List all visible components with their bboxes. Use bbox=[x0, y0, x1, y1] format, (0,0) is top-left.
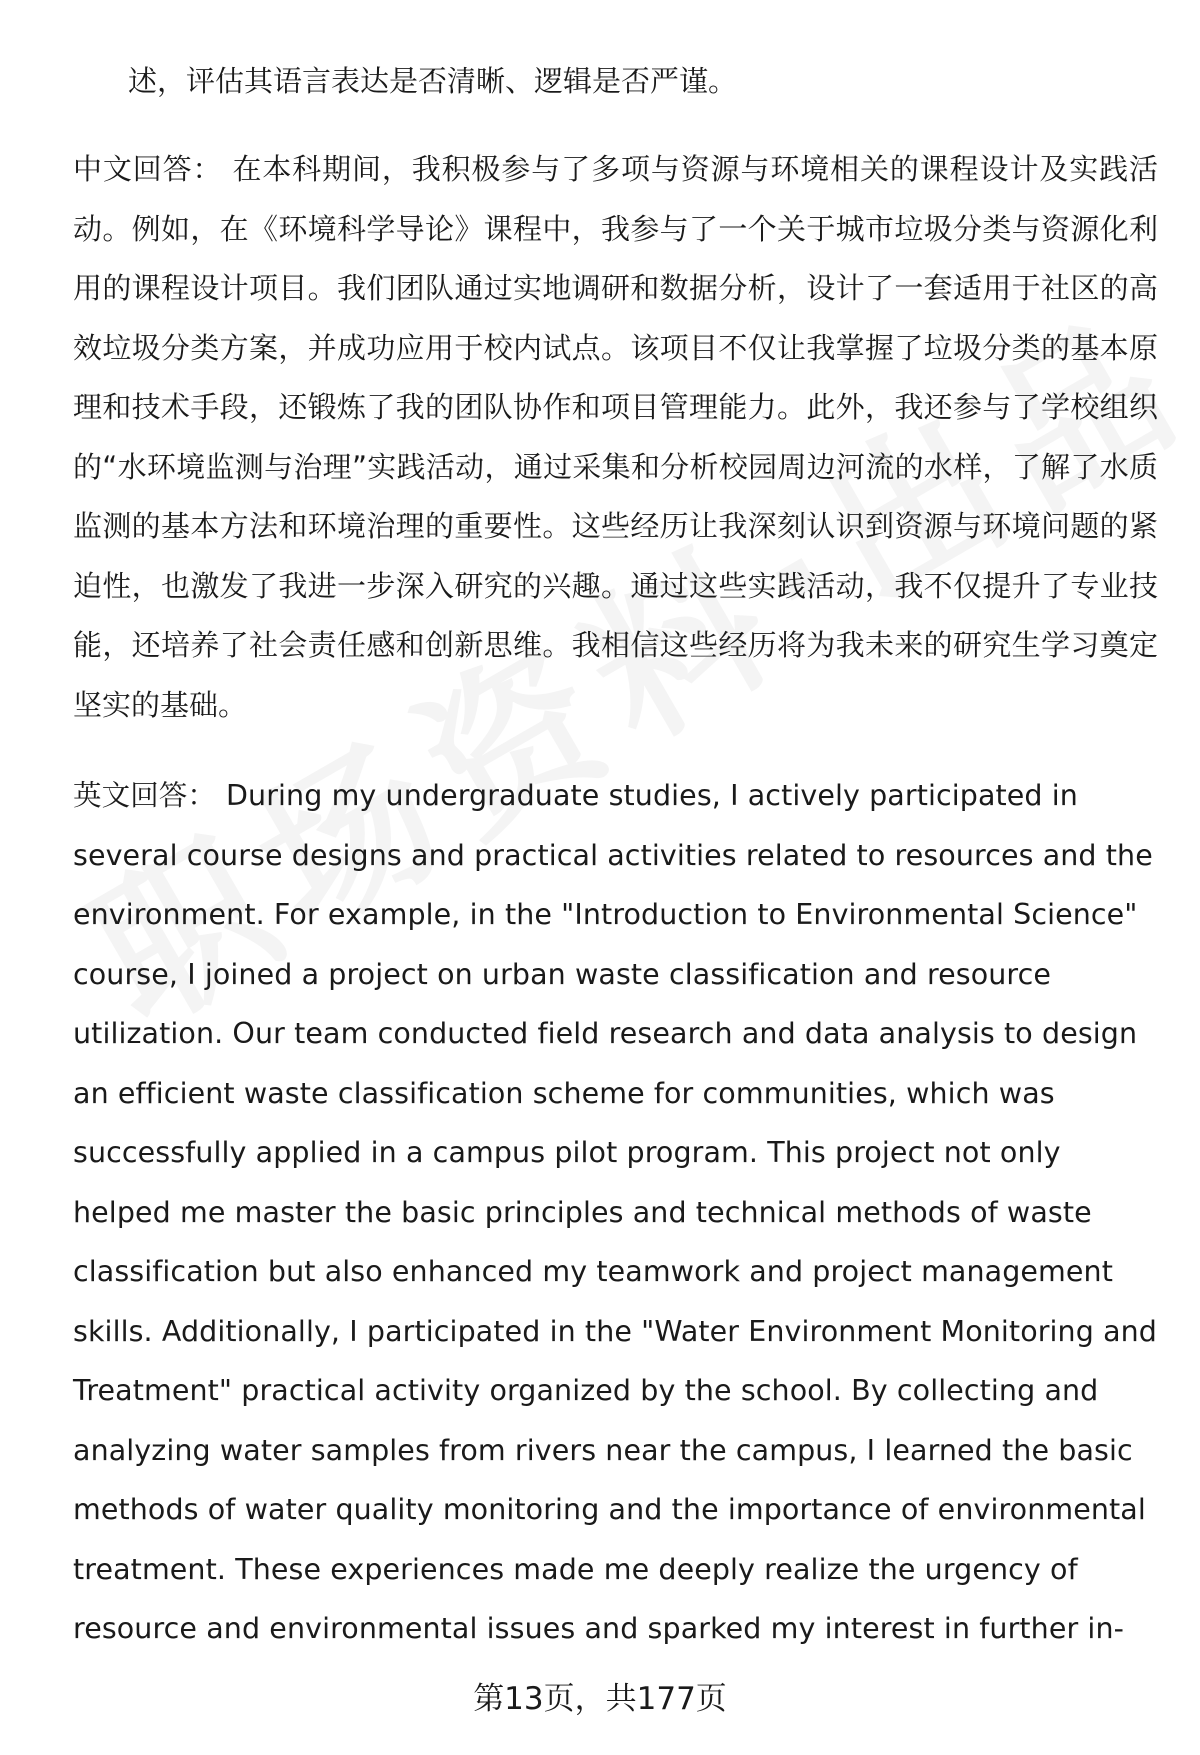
page-number-footer: 第13页，共177页 bbox=[473, 1681, 727, 1717]
chinese-answer-label: 中文回答： bbox=[73, 152, 223, 186]
english-answer-label: 英文回答： bbox=[73, 779, 217, 812]
english-answer-paragraph bbox=[73, 766, 1158, 1659]
chinese-answer-paragraph bbox=[73, 140, 1158, 735]
english-answer-text: During my undergraduate studies, I actively participated in several course designs and practical activities related to resources and the environment. For example, in the "Introduction to Environmental Science" course, I joined a project on urban waste classification and resource utilization. Our team conducted field research and data analysis to design an efficient waste classification scheme for communities, which was successfully applied in a campus pilot program. This project not only helped me master the basic principles and technical methods of waste classification but also enhanced my teamwork and project management skills. Additionally, I participated in the "Water Environment Monitoring and Treatment" practical activity organized by the school. By collecting and analyzing water samples from rivers near the campus, I learned the basic methods of water quality monitoring and the importance of environmental treatment. These experiences made me deeply realize the urgency of resource and environmental issues and sparked my interest in further in- bbox=[73, 779, 1157, 1645]
continuation-paragraph: 述，评估其语言表达是否清晰、逻辑是否严谨。 bbox=[128, 64, 738, 98]
chinese-answer-text: 在本科期间，我积极参与了多项与资源与环境相关的课程设计及实践活动。例如，在《环境科学导论》课程中，我参与了一个关于城市垃圾分类与资源化利用的课程设计项目。我们团队通过实地调研和数据分析，设计了一套适用于社区的高效垃圾分类方案，并成功应用于校内试点。该项目不仅让我掌握了垃圾分类的基本原理和技术手段，还锻炼了我的团队协作和项目管理能力。此外，我还参与了学校组织的“水环境监测与治理”实践活动，通过采集和分析校园周边河流的水样，了解了水质监测的基本方法和环境治理的重要性。这些经历让我深刻认识到资源与环境问题的紧迫性，也激发了我进一步深入研究的兴趣。通过这些实践活动，我不仅提升了专业技能，还培养了社会责任感和创新思维。我相信这些经历将为我未来的研究生学习奠定坚实的基础。 bbox=[73, 152, 1158, 722]
